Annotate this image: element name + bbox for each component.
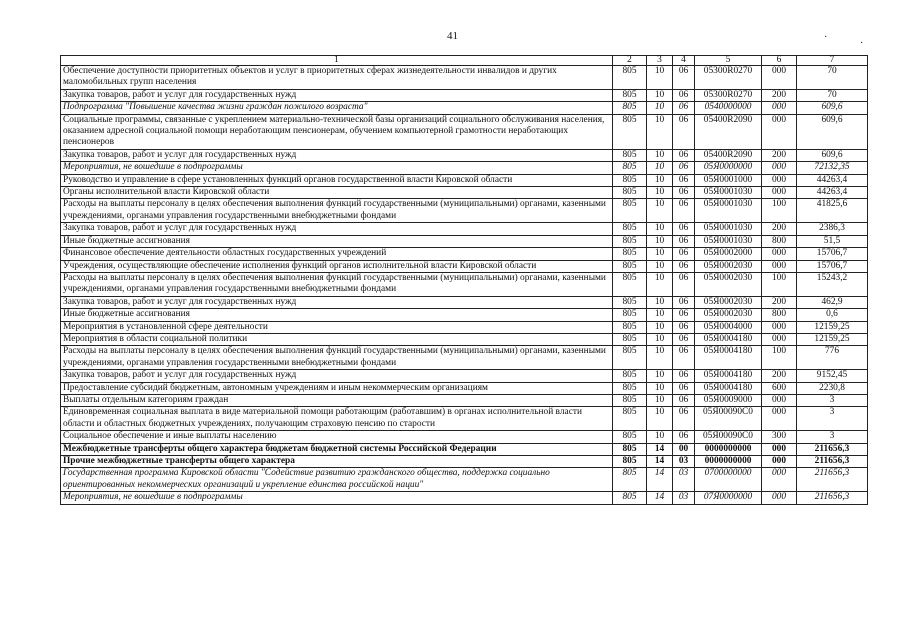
row-name-cell: Закупка товаров, работ и услуг для государственных нужд <box>61 223 613 235</box>
expense-type-cell: 000 <box>762 174 797 186</box>
section-code-cell: 10 <box>647 394 673 406</box>
ministry-code-cell: 805 <box>613 66 647 90</box>
subsection-code-cell: 06 <box>673 89 695 101</box>
ministry-code-cell: 805 <box>613 407 647 431</box>
subsection-code-cell: 06 <box>673 382 695 394</box>
section-code-cell: 10 <box>647 296 673 308</box>
subsection-code-cell: 06 <box>673 223 695 235</box>
row-name-cell: Иные бюджетные ассигнования <box>61 235 613 247</box>
subsection-code-cell: 03 <box>673 492 695 504</box>
target-article-cell: 05Я0001030 <box>695 199 762 223</box>
target-article-cell: 0000000000 <box>695 456 762 468</box>
expense-type-cell: 000 <box>762 260 797 272</box>
ministry-code-cell: 805 <box>613 370 647 382</box>
subsection-code-cell: 06 <box>673 162 695 174</box>
expense-type-cell: 600 <box>762 382 797 394</box>
table-row <box>61 382 868 394</box>
subsection-code-cell: 06 <box>673 235 695 247</box>
column-number: 2 <box>613 56 647 66</box>
table-row <box>61 235 868 247</box>
ministry-code-cell: 805 <box>613 346 647 370</box>
column-number: 4 <box>673 56 695 66</box>
table-row <box>61 456 868 468</box>
amount-cell: 211656,3 <box>797 456 868 468</box>
subsection-code-cell: 06 <box>673 309 695 321</box>
section-code-cell: 10 <box>647 407 673 431</box>
column-number: 6 <box>762 56 797 66</box>
amount-cell: 211656,3 <box>797 468 868 492</box>
target-article-cell: 05300R0270 <box>695 89 762 101</box>
section-code-cell: 10 <box>647 89 673 101</box>
ministry-code-cell: 805 <box>613 248 647 260</box>
expense-type-cell: 000 <box>762 492 797 504</box>
amount-cell: 12159,25 <box>797 321 868 333</box>
amount-cell: 9152,45 <box>797 370 868 382</box>
table-row <box>61 492 868 504</box>
amount-cell: 15706,7 <box>797 260 868 272</box>
target-article-cell: 05Я0001030 <box>695 235 762 247</box>
section-code-cell: 10 <box>647 223 673 235</box>
column-number: 7 <box>797 56 868 66</box>
ministry-code-cell: 805 <box>613 468 647 492</box>
row-name-cell: Закупка товаров, работ и услуг для государственных нужд <box>61 89 613 101</box>
row-name-cell: Органы исполнительной власти Кировской области <box>61 187 613 199</box>
section-code-cell: 10 <box>647 187 673 199</box>
section-code-cell: 10 <box>647 382 673 394</box>
amount-cell: 70 <box>797 66 868 90</box>
table-row <box>61 89 868 101</box>
amount-cell: 211656,3 <box>797 492 868 504</box>
page-number: 41 <box>447 30 458 42</box>
amount-cell: 462,9 <box>797 296 868 308</box>
target-article-cell: 05Я0002000 <box>695 248 762 260</box>
target-article-cell: 05Я0001030 <box>695 187 762 199</box>
expense-type-cell: 200 <box>762 370 797 382</box>
subsection-code-cell: 03 <box>673 468 695 492</box>
section-code-cell: 10 <box>647 174 673 186</box>
subsection-code-cell: 06 <box>673 296 695 308</box>
amount-cell: 44263,4 <box>797 187 868 199</box>
ministry-code-cell: 805 <box>613 309 647 321</box>
amount-cell: 15243,2 <box>797 272 868 296</box>
ministry-code-cell: 805 <box>613 89 647 101</box>
amount-cell: 12159,25 <box>797 333 868 345</box>
target-article-cell: 05Я0004180 <box>695 382 762 394</box>
expense-type-cell: 000 <box>762 248 797 260</box>
target-article-cell: 0700000000 <box>695 468 762 492</box>
row-name-cell: Социальное обеспечение и иные выплаты населению <box>61 431 613 443</box>
amount-cell: 0,6 <box>797 309 868 321</box>
subsection-code-cell: 06 <box>673 248 695 260</box>
subsection-code-cell: 06 <box>673 333 695 345</box>
expense-type-cell: 000 <box>762 162 797 174</box>
subsection-code-cell: 06 <box>673 102 695 114</box>
column-number: 3 <box>647 56 673 66</box>
row-name-cell: Закупка товаров, работ и услуг для государственных нужд <box>61 149 613 161</box>
target-article-cell: 05400R2090 <box>695 114 762 149</box>
table-row <box>61 407 868 431</box>
expense-type-cell: 000 <box>762 468 797 492</box>
target-article-cell: 05300R0270 <box>695 66 762 90</box>
section-code-cell: 10 <box>647 333 673 345</box>
expense-type-cell: 000 <box>762 102 797 114</box>
expense-type-cell: 000 <box>762 333 797 345</box>
table-row <box>61 394 868 406</box>
subsection-code-cell: 06 <box>673 394 695 406</box>
expense-type-cell: 000 <box>762 456 797 468</box>
table-row <box>61 66 868 90</box>
section-code-cell: 10 <box>647 309 673 321</box>
section-code-cell: 10 <box>647 114 673 149</box>
amount-cell: 41825,6 <box>797 199 868 223</box>
target-article-cell: 05Я0001030 <box>695 223 762 235</box>
ministry-code-cell: 805 <box>613 321 647 333</box>
expense-type-cell: 300 <box>762 431 797 443</box>
table-row <box>61 223 868 235</box>
amount-cell: 3 <box>797 431 868 443</box>
row-name-cell: Расходы на выплаты персоналу в целях обеспечения выполнения функций государственными (муниципальными) органами, казенными учреждениями, органами управления государственными внебюджетными фондами <box>61 199 613 223</box>
table-row <box>61 296 868 308</box>
section-code-cell: 10 <box>647 235 673 247</box>
target-article-cell: 05Я0004180 <box>695 370 762 382</box>
section-code-cell: 10 <box>647 162 673 174</box>
row-name-cell: Межбюджетные трансферты общего характера бюджетам бюджетной системы Российской Федерации <box>61 443 613 455</box>
section-code-cell: 10 <box>647 272 673 296</box>
ministry-code-cell: 805 <box>613 431 647 443</box>
row-name-cell: Руководство и управление в сфере установленных функций органов государственной власти Кировской области <box>61 174 613 186</box>
table-row <box>61 260 868 272</box>
ministry-code-cell: 805 <box>613 296 647 308</box>
table-row <box>61 346 868 370</box>
ministry-code-cell: 805 <box>613 187 647 199</box>
row-name-cell: Учреждения, осуществляющие обеспечение исполнения функций органов исполнительной власти Кировской области <box>61 260 613 272</box>
expense-type-cell: 200 <box>762 89 797 101</box>
table-row <box>61 468 868 492</box>
amount-cell: 70 <box>797 89 868 101</box>
expense-type-cell: 000 <box>762 394 797 406</box>
ministry-code-cell: 805 <box>613 492 647 504</box>
table-row <box>61 309 868 321</box>
subsection-code-cell: 06 <box>673 260 695 272</box>
table-row <box>61 187 868 199</box>
target-article-cell: 05Я0004180 <box>695 346 762 370</box>
subsection-code-cell: 06 <box>673 174 695 186</box>
target-article-cell: 05Я0001000 <box>695 174 762 186</box>
column-number: 1 <box>61 56 613 66</box>
section-code-cell: 14 <box>647 492 673 504</box>
row-name-cell: Мероприятия, не вошедшие в подпрограммы <box>61 162 613 174</box>
section-code-cell: 10 <box>647 346 673 370</box>
table-row <box>61 248 868 260</box>
column-number-row <box>61 56 868 66</box>
expense-type-cell: 200 <box>762 149 797 161</box>
target-article-cell: 05Я0000000 <box>695 162 762 174</box>
budget-table <box>60 55 868 505</box>
subsection-code-cell: 06 <box>673 187 695 199</box>
ministry-code-cell: 805 <box>613 149 647 161</box>
section-code-cell: 10 <box>647 248 673 260</box>
expense-type-cell: 100 <box>762 272 797 296</box>
ministry-code-cell: 805 <box>613 382 647 394</box>
subsection-code-cell: 00 <box>673 443 695 455</box>
amount-cell: 72132,35 <box>797 162 868 174</box>
ministry-code-cell: 805 <box>613 223 647 235</box>
scan-speck: · <box>860 38 864 49</box>
expense-type-cell: 000 <box>762 443 797 455</box>
target-article-cell: 05Я0002030 <box>695 272 762 296</box>
target-article-cell: 05Я0002030 <box>695 296 762 308</box>
row-name-cell: Подпрограмма "Повышение качества жизни граждан пожилого возраста" <box>61 102 613 114</box>
row-name-cell: Закупка товаров, работ и услуг для государственных нужд <box>61 370 613 382</box>
subsection-code-cell: 06 <box>673 272 695 296</box>
section-code-cell: 10 <box>647 321 673 333</box>
row-name-cell: Мероприятия, не вошедшие в подпрограммы <box>61 492 613 504</box>
section-code-cell: 10 <box>647 149 673 161</box>
ministry-code-cell: 805 <box>613 162 647 174</box>
row-name-cell: Предоставление субсидий бюджетным, автономным учреждениям и иным некоммерческим организациям <box>61 382 613 394</box>
expense-type-cell: 200 <box>762 223 797 235</box>
amount-cell: 44263,4 <box>797 174 868 186</box>
expense-type-cell: 000 <box>762 321 797 333</box>
target-article-cell: 05Я0004180 <box>695 333 762 345</box>
section-code-cell: 14 <box>647 443 673 455</box>
target-article-cell: 05Я00090С0 <box>695 431 762 443</box>
expense-type-cell: 100 <box>762 199 797 223</box>
subsection-code-cell: 06 <box>673 407 695 431</box>
table-row <box>61 199 868 223</box>
table-row <box>61 102 868 114</box>
table-row <box>61 321 868 333</box>
row-name-cell: Мероприятия в установленной сфере деятельности <box>61 321 613 333</box>
ministry-code-cell: 805 <box>613 174 647 186</box>
ministry-code-cell: 805 <box>613 114 647 149</box>
expense-type-cell: 000 <box>762 407 797 431</box>
table-row <box>61 370 868 382</box>
row-name-cell: Единовременная социальная выплата в виде материальной помощи работающим (работавшим) в органах исполнительной власти области и областных бюджетных учреждениях, получающим страховую пенсию по старости <box>61 407 613 431</box>
table-row <box>61 174 868 186</box>
subsection-code-cell: 06 <box>673 321 695 333</box>
ministry-code-cell: 805 <box>613 333 647 345</box>
subsection-code-cell: 06 <box>673 370 695 382</box>
subsection-code-cell: 06 <box>673 199 695 223</box>
amount-cell: 609,6 <box>797 149 868 161</box>
ministry-code-cell: 805 <box>613 394 647 406</box>
target-article-cell: 07Я0000000 <box>695 492 762 504</box>
row-name-cell: Государственная программа Кировской области "Содействие развитию гражданского общества, поддержка социально ориентированных некоммерческих организаций и укрепление единства российской нации" <box>61 468 613 492</box>
row-name-cell: Расходы на выплаты персоналу в целях обеспечения выполнения функций государственными (муниципальными) органами, казенными учреждениями, органами управления государственными внебюджетными фондами <box>61 272 613 296</box>
amount-cell: 609,6 <box>797 114 868 149</box>
expense-type-cell: 800 <box>762 309 797 321</box>
row-name-cell: Обеспечение доступности приоритетных объектов и услуг в приоритетных сферах жизнедеятельности инвалидов и других маломобильных групп населения <box>61 66 613 90</box>
table-row <box>61 431 868 443</box>
section-code-cell: 10 <box>647 431 673 443</box>
section-code-cell: 10 <box>647 260 673 272</box>
amount-cell: 15706,7 <box>797 248 868 260</box>
table-row <box>61 162 868 174</box>
expense-type-cell: 100 <box>762 346 797 370</box>
row-name-cell: Прочие межбюджетные трансферты общего характера <box>61 456 613 468</box>
expense-type-cell: 000 <box>762 187 797 199</box>
target-article-cell: 05Я0002030 <box>695 309 762 321</box>
row-name-cell: Социальные программы, связанные с укреплением материально-технической базы организаций социального обслуживания населения, оказанием адресной социальной помощи неработающим пенсионерам, обучением компьютерной грамотности неработающих пенсионеров <box>61 114 613 149</box>
target-article-cell: 05Я0004000 <box>695 321 762 333</box>
target-article-cell: 05400R2090 <box>695 149 762 161</box>
target-article-cell: 05Я00090С0 <box>695 407 762 431</box>
expense-type-cell: 800 <box>762 235 797 247</box>
row-name-cell: Расходы на выплаты персоналу в целях обеспечения выполнения функций государственными (муниципальными) органами, казенными учреждениями, органами управления государственными внебюджетными фондами <box>61 346 613 370</box>
expense-type-cell: 200 <box>762 296 797 308</box>
expense-type-cell: 000 <box>762 66 797 90</box>
amount-cell: 211656,3 <box>797 443 868 455</box>
ministry-code-cell: 805 <box>613 235 647 247</box>
row-name-cell: Закупка товаров, работ и услуг для государственных нужд <box>61 296 613 308</box>
amount-cell: 2386,3 <box>797 223 868 235</box>
target-article-cell: 0540000000 <box>695 102 762 114</box>
ministry-code-cell: 805 <box>613 199 647 223</box>
amount-cell: 3 <box>797 407 868 431</box>
section-code-cell: 10 <box>647 370 673 382</box>
table-row <box>61 333 868 345</box>
section-code-cell: 10 <box>647 102 673 114</box>
subsection-code-cell: 06 <box>673 66 695 90</box>
row-name-cell: Мероприятия в области социальной политики <box>61 333 613 345</box>
row-name-cell: Иные бюджетные ассигнования <box>61 309 613 321</box>
amount-cell: 2230,8 <box>797 382 868 394</box>
subsection-code-cell: 03 <box>673 456 695 468</box>
scan-speck: · <box>824 32 828 43</box>
section-code-cell: 10 <box>647 199 673 223</box>
column-number: 5 <box>695 56 762 66</box>
subsection-code-cell: 06 <box>673 149 695 161</box>
target-article-cell: 0000000000 <box>695 443 762 455</box>
section-code-cell: 10 <box>647 66 673 90</box>
subsection-code-cell: 06 <box>673 346 695 370</box>
amount-cell: 776 <box>797 346 868 370</box>
table-row <box>61 272 868 296</box>
ministry-code-cell: 805 <box>613 443 647 455</box>
table-row <box>61 114 868 149</box>
row-name-cell: Выплаты отдельным категориям граждан <box>61 394 613 406</box>
section-code-cell: 14 <box>647 456 673 468</box>
ministry-code-cell: 805 <box>613 102 647 114</box>
target-article-cell: 05Я0009000 <box>695 394 762 406</box>
amount-cell: 51,5 <box>797 235 868 247</box>
ministry-code-cell: 805 <box>613 456 647 468</box>
subsection-code-cell: 06 <box>673 114 695 149</box>
ministry-code-cell: 805 <box>613 260 647 272</box>
ministry-code-cell: 805 <box>613 272 647 296</box>
section-code-cell: 14 <box>647 468 673 492</box>
table-row <box>61 443 868 455</box>
subsection-code-cell: 06 <box>673 431 695 443</box>
expense-type-cell: 000 <box>762 114 797 149</box>
target-article-cell: 05Я0002030 <box>695 260 762 272</box>
amount-cell: 609,6 <box>797 102 868 114</box>
row-name-cell: Финансовое обеспечение деятельности областных государственных учреждений <box>61 248 613 260</box>
table-row <box>61 149 868 161</box>
amount-cell: 3 <box>797 394 868 406</box>
